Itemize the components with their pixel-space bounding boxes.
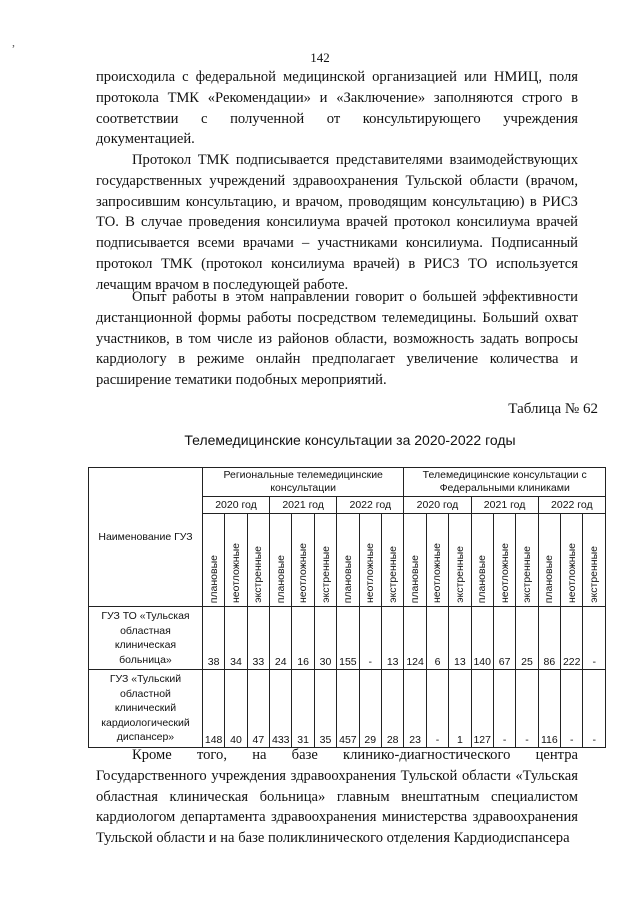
- subcolumn-header: экстренные: [247, 514, 269, 607]
- paragraph-1: происходила с федеральной медицинской организацией или НМИЦ, поля протокола ТМК «Рекомендации» и «Заключение» заполняются строго в соответствии с полученной от консультирующего учреждения документацией.: [96, 69, 578, 148]
- subcolumn-header: плановые: [270, 514, 292, 607]
- table-cell: 433: [270, 670, 292, 748]
- table-cell: 31: [292, 670, 314, 748]
- table-cell: 1: [449, 670, 471, 748]
- table-cell: 34: [225, 607, 247, 670]
- table-cell: -: [516, 670, 538, 748]
- table-cell: 23: [404, 670, 426, 748]
- paragraph-4: Кроме того, на базе клинико-диагностического центра Государственного учреждения здравоохранения Тульской области «Тульская областная клиническая больница» главным внештатным специалистом кардиологом департамента здравоохранения министерства здравоохранения Тульской области и на базе поликлинического отделения Кардиодиспансера: [96, 747, 578, 847]
- table-cell: 35: [314, 670, 336, 748]
- table-cell: -: [583, 670, 606, 748]
- federal-group-header: Телемедицинские консультации с Федеральными клиниками: [404, 468, 606, 497]
- table-title: Телемедицинские консультации за 2020-2022 годы: [184, 432, 516, 448]
- subcolumn-header: экстренные: [314, 514, 336, 607]
- table-cell: 116: [538, 670, 560, 748]
- table-cell: 30: [314, 607, 336, 670]
- table-cell: 47: [247, 670, 269, 748]
- table-cell: 155: [337, 607, 359, 670]
- regional-group-header: Региональные телемедицинские консультации: [202, 468, 403, 497]
- table-cell: 67: [493, 607, 515, 670]
- year-header: 2021 год: [471, 497, 538, 514]
- subcolumn-header: плановые: [202, 514, 224, 607]
- table-label: Таблица № 62: [508, 401, 598, 417]
- table-cell: 13: [449, 607, 471, 670]
- table-cell: -: [426, 670, 448, 748]
- subcolumn-header: экстренные: [449, 514, 471, 607]
- year-header: 2022 год: [538, 497, 605, 514]
- subcolumn-header: экстренные: [381, 514, 403, 607]
- table-row: [89, 670, 606, 748]
- subcolumn-header: экстренные: [516, 514, 538, 607]
- year-header: 2020 год: [202, 497, 269, 514]
- name-column-header: Наименование ГУЗ: [89, 468, 203, 607]
- table-cell: 40: [225, 670, 247, 748]
- table-cell: 6: [426, 607, 448, 670]
- year-header: 2021 год: [270, 497, 337, 514]
- table-cell: 127: [471, 670, 493, 748]
- table-cell: 86: [538, 607, 560, 670]
- table-cell: 29: [359, 670, 381, 748]
- table-cell: -: [561, 670, 583, 748]
- subcolumn-header: плановые: [538, 514, 560, 607]
- table-cell: -: [583, 607, 606, 670]
- table-cell: 25: [516, 607, 538, 670]
- subcolumn-header: экстренные: [583, 514, 606, 607]
- table-cell: 38: [202, 607, 224, 670]
- telemedicine-table: [88, 467, 606, 748]
- table-cell: 124: [404, 607, 426, 670]
- subcolumn-header: неотложные: [493, 514, 515, 607]
- table-cell: -: [493, 670, 515, 748]
- table-cell: 140: [471, 607, 493, 670]
- paragraph-2: Протокол ТМК подписывается представителями взаимодействующих государственных учреждений здравоохранения Тульской области (врачом, запросившим консультацию, и врачом, проводящим консультацию) в РИСЗ ТО. В случае проведения консилиума врачей протокол консилиума врачей подписывается всеми врачами – участниками консилиума. Подписанный протокол ТМК (протокол консилиума врачей) в РИСЗ ТО используется лечащим врачом в последующей работе.: [96, 152, 578, 293]
- table-cell: 28: [381, 670, 403, 748]
- table-cell: 222: [561, 607, 583, 670]
- subcolumn-header: неотложные: [426, 514, 448, 607]
- subcolumn-header: плановые: [471, 514, 493, 607]
- page-number: 142: [310, 50, 330, 65]
- subcolumn-header: плановые: [404, 514, 426, 607]
- subcolumn-header: неотложные: [359, 514, 381, 607]
- row-name: ГУЗ «Тульский областной клинический кардиологический диспансер»: [89, 670, 203, 748]
- row-name: ГУЗ ТО «Тульская областная клиническая больница»: [89, 607, 203, 670]
- table-cell: 457: [337, 670, 359, 748]
- table-cell: -: [359, 607, 381, 670]
- year-header: 2020 год: [404, 497, 471, 514]
- paragraph-3: Опыт работы в этом направлении говорит о большей эффективности дистанционной формы работы посредством телемедицины. Больший охват участников, в том числе из районов области, возможность задать вопросы кардиологу в режиме онлайн предполагает увеличение количества и расширение тематики подобных мероприятий.: [96, 289, 578, 389]
- table-cell: 33: [247, 607, 269, 670]
- year-header: 2022 год: [337, 497, 404, 514]
- subcolumn-header: неотложные: [292, 514, 314, 607]
- subcolumn-header: плановые: [337, 514, 359, 607]
- scan-mark: ,: [12, 35, 15, 49]
- subcolumn-header: неотложные: [225, 514, 247, 607]
- table-cell: 24: [270, 607, 292, 670]
- table-row: [89, 607, 606, 670]
- table-cell: 16: [292, 607, 314, 670]
- table-cell: 13: [381, 607, 403, 670]
- table-cell: 148: [202, 670, 224, 748]
- subcolumn-header: неотложные: [561, 514, 583, 607]
